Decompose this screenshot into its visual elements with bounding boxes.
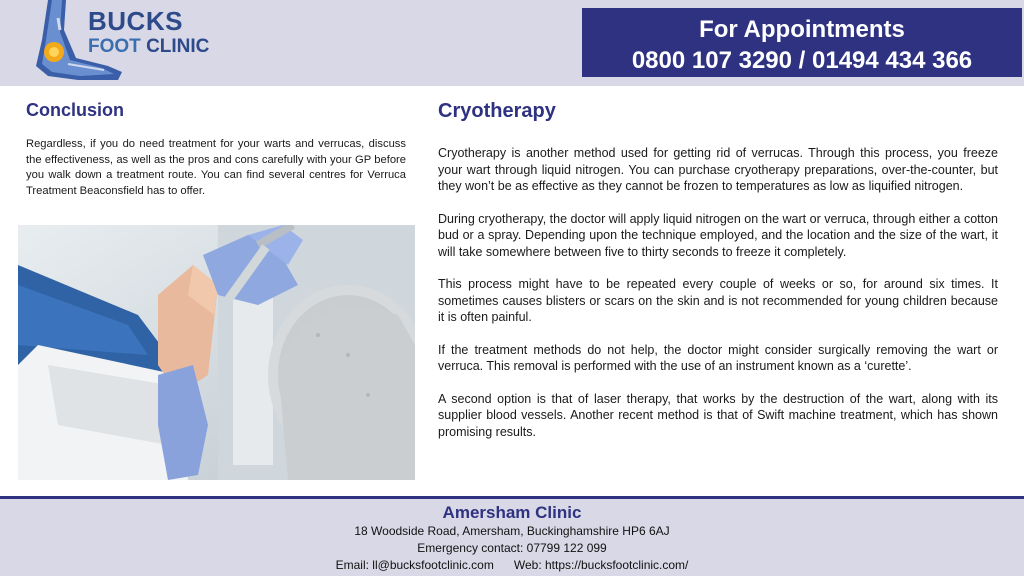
appointments-box [582,8,1022,77]
clinic-logo[interactable] [18,0,238,86]
footer-email-link[interactable]: Email: ll@bucksfootclinic.com [335,558,494,572]
conclusion-section [26,100,406,199]
appointments-title: For Appointments [699,16,905,43]
footer-web-link[interactable]: Web: https://bucksfootclinic.com/ [513,558,689,572]
logo-foot-word: FOOT [88,36,141,57]
cryotherapy-heading: Cryotherapy [438,100,556,122]
footer-emergency-contact[interactable]: Emergency contact: 07799 122 099 [417,541,607,555]
header [0,0,1024,86]
logo-clinic-word: CLINIC [146,36,210,57]
footer [0,499,1024,576]
appointments-phones[interactable]: 0800 107 3290 / 01494 434 366 [631,47,973,74]
conclusion-text: Regardless, if you do need treatment for your warts and verrucas, discuss the effectiveness, as well as the pros and cons carefully with your GP before you walk down a treatment route. You can find several centres for Verruca Treatment Beaconsfield has to offer. [26,138,406,197]
cryotherapy-paragraph-3: This process might have to be repeated every couple of weeks or so, for around six times. It sometimes causes blisters or scars on the skin and is not recommended for young children because it is often painful. [438,277,998,324]
cryotherapy-section [438,100,998,440]
logo-foot-clinic [88,37,209,56]
footer-address: 18 Woodside Road, Amersham, Buckinghamshire HP6 6AJ [354,524,670,538]
cryotherapy-paragraph-5: A second option is that of laser therapy, that works by the destruction of the wart, along with its supplier blood vessels. Another recent method is that of Swift machine treatment, which has shown promising results. [438,391,998,439]
footer-contact-line [0,557,1024,574]
footer-clinic-name: Amersham Clinic [442,503,582,522]
logo-bucks: BUCKS [88,6,183,36]
cryotherapy-paragraph-4: If the treatment methods do not help, the doctor might consider surgically removing the wart or verruca. This removal is performed with the use of an instrument known as a ‘curette’. [438,342,998,373]
cryotherapy-paragraph-1: Cryotherapy is another method used for getting rid of verrucas. Through this process, you freeze your wart through liquid nitrogen. You can purchase cryotherapy preparations, over-the-counter, but they won’t be as effective as they cannot be frozen to temperatures as low as liquified nitrogen. [438,146,998,193]
cryotherapy-paragraph-2: During cryotherapy, the doctor will apply liquid nitrogen on the wart or verruca, through either a cotton bud or a spray. Depending upon the technique employed, and the location and the size of the wart, it will take somewhere between five to thirty seconds to freeze it completely. [438,211,998,259]
foot-treatment-illustration [18,225,415,480]
treatment-photo [18,225,415,480]
logo-wordmark [88,8,209,56]
conclusion-heading: Conclusion [26,100,124,120]
